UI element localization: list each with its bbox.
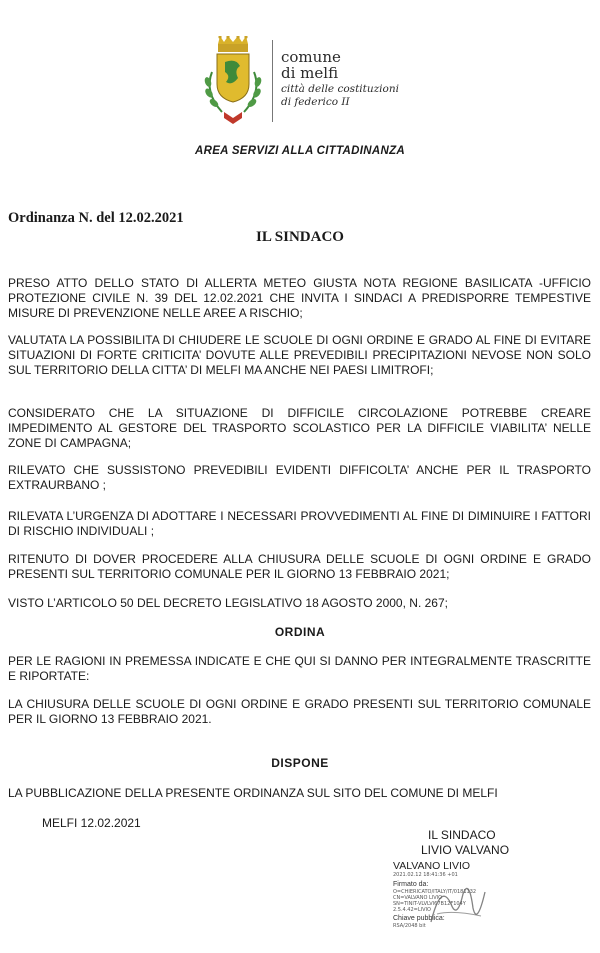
handwritten-signature-icon: [423, 874, 493, 934]
signer-title: IL SINDACO: [428, 828, 496, 842]
header-divider: [272, 40, 273, 122]
signature-name: VALVANO LIVIO: [393, 860, 471, 872]
paragraph-considerato: CONSIDERATO CHE LA SITUAZIONE DI DIFFICILE CIRCOLAZIONE POTREBBE CREARE IMPEDIMENTO AL GESTORE DEL TRASPORTO SCOLASTICO PER LA DIFFICILE VIABILITA’ NELLE ZONE DI CAMPAGNA;: [8, 406, 591, 450]
paragraph-rilevato: RILEVATO CHE SUSSISTONO PREVEDIBILI EVIDENTI DIFFICOLTA’ ANCHE PER IL TRASPORTO EXTRAURBANO ;: [8, 463, 591, 492]
paragraph-pubblicazione: LA PUBBLICAZIONE DELLA PRESENTE ORDINANZA SUL SITO DEL COMUNE DI MELFI: [8, 786, 498, 800]
paragraph-preso-atto: PRESO ATTO DELLO STATO DI ALLERTA METEO GIUSTA NOTA REGIONE BASILICATA -UFFICIO PROTEZIONE CIVILE N. 39 DEL 12.02.2021 CHE INVITA I SINDACI A PREDISPORRE TEMPESTIVE MISURE DI PREVENZIONE NELLE AREE A RISCHIO;: [8, 276, 591, 320]
paragraph-ragioni: PER LE RAGIONI IN PREMESSA INDICATE E CHE QUI SI DANNO PER INTEGRALMENTE TRASCRITTE E RIPORTATE:: [8, 654, 591, 683]
paragraph-valutata: VALUTATA LA POSSIBILITA DI CHIUDERE LE SCUOLE DI OGNI ORDINE E GRADO AL FINE DI EVITARE SITUAZIONI DI FORTE CRITICITA’ DOVUTE ALLE PREVEDIBILI PRECIPITAZIONI NEVOSE NON SOLO SUL TERRITORIO DELLA CITTA’ DI MELFI MA ANCHE NEI PAESI LIMITROFI;: [8, 333, 591, 377]
paragraph-rilevata: RILEVATA L’URGENZA DI ADOTTARE I NECESSARI PROVVEDIMENTI AL FINE DI DIMINUIRE I FATTORI DI RISCHIO INDIVIDUALI ;: [8, 509, 591, 538]
paragraph-chiusura: LA CHIUSURA DELLE SCUOLE DI OGNI ORDINE E GRADO PRESENTI SUL TERRITORIO COMUNALE PER IL GIORNO 13 FEBBRAIO 2021.: [8, 697, 591, 726]
signature-line-3: SN=TINIT-VLVLVI67B12F104Y: [393, 901, 466, 907]
municipal-crest-icon: [198, 36, 268, 126]
paragraph-visto: VISTO L’ARTICOLO 50 DEL DECRETO LEGISLATIVO 18 AGOSTO 2000, N. 267;: [8, 596, 448, 610]
municipality-name: [281, 49, 399, 109]
public-key-label: Chiave pubblica:: [393, 915, 445, 922]
signed-by-label: Firmato da:: [393, 881, 429, 888]
heading-dispone: DISPONE: [271, 756, 329, 770]
municipality-header: [198, 36, 438, 128]
logo-line-3: città delle costituzioni: [281, 83, 399, 95]
logo-line-2: di melfi: [281, 64, 339, 82]
area-title: AREA SERVIZI ALLA CITTADINANZA: [194, 145, 406, 157]
signature-line-1: O=CHIERICATO/ITALY/IT/0181132: [393, 889, 477, 895]
signer-name: LIVIO VALVANO: [421, 843, 510, 857]
public-key-value: RSA/2048 bit: [393, 923, 426, 929]
signature-line-2: CN=VALVANO LIVIO: [393, 895, 443, 901]
heading-ordina: ORDINA: [274, 625, 326, 639]
signature-line-4: 2.5.4.42=LIVIO: [393, 907, 431, 913]
digital-signature: [393, 860, 503, 942]
ordinance-number: Ordinanza N. del 12.02.2021: [8, 210, 184, 226]
logo-line-1: comune: [281, 48, 341, 66]
place-and-date: MELFI 12.02.2021: [42, 816, 141, 830]
signature-date: 2021.02.12 18:41:36 +01: [393, 872, 458, 878]
mayor-title: IL SINDACO: [256, 229, 344, 245]
paragraph-ritenuto: RITENUTO DI DOVER PROCEDERE ALLA CHIUSURA DELLE SCUOLE DI OGNI ORDINE E GRADO PRESENTI SUL TERRITORIO COMUNALE PER IL GIORNO 13 FEBBRAIO 2021;: [8, 552, 591, 581]
logo-line-4: di federico II: [281, 96, 350, 108]
